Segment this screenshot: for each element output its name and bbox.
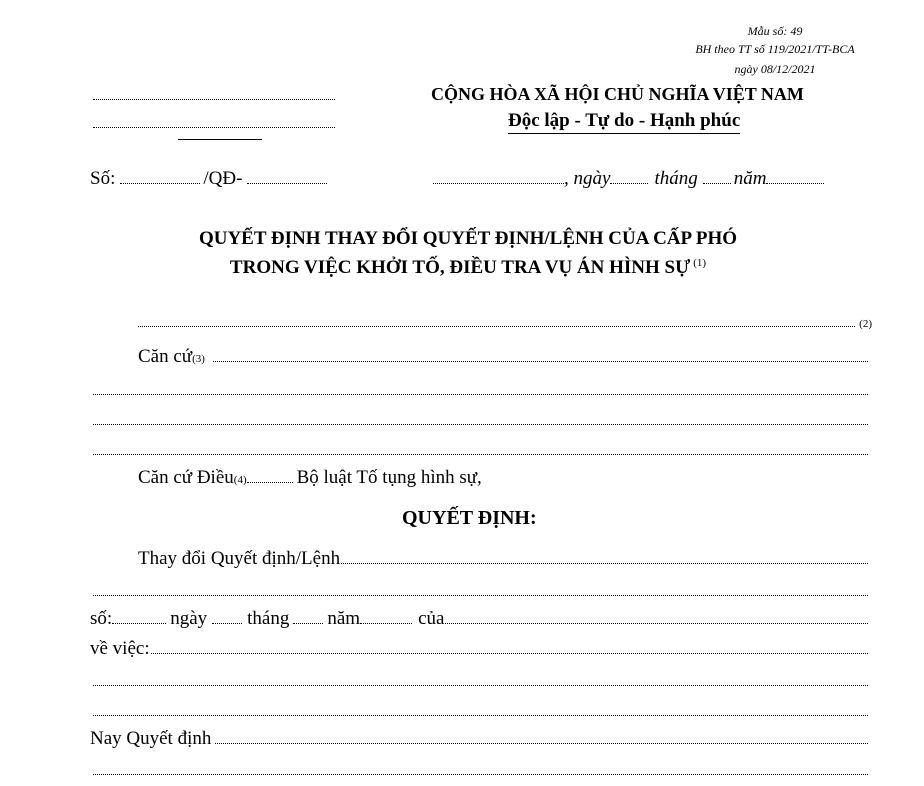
- form-circular: BH theo TT số 119/2021/TT-BCA: [695, 42, 855, 56]
- new-decision-line: [90, 728, 868, 750]
- authority-footnote: (2): [859, 318, 872, 330]
- title-footnote: (1): [693, 257, 707, 269]
- thang-label: tháng: [654, 168, 698, 189]
- reference-line: [90, 168, 350, 190]
- national-motto: Độc lập - Tự do - Hạnh phúc: [508, 110, 740, 134]
- form-number: Mẫu số: 49: [747, 24, 803, 38]
- authority-line: [138, 318, 872, 330]
- orig-number-input[interactable]: [112, 623, 166, 624]
- place-input[interactable]: [433, 183, 564, 184]
- subject-input[interactable]: [151, 653, 868, 654]
- year-input[interactable]: [766, 183, 824, 184]
- document-title-2: [6, 257, 924, 279]
- nam-label-2: năm: [327, 608, 361, 629]
- document-title: [6, 228, 924, 250]
- change-line: [138, 548, 868, 570]
- change-input[interactable]: [341, 563, 868, 564]
- agency-line-1[interactable]: [93, 99, 335, 100]
- orig-day-input[interactable]: [212, 623, 242, 624]
- orig-month-input[interactable]: [293, 623, 323, 624]
- so-label-2: số:: [90, 608, 113, 629]
- orig-issuer-input[interactable]: [445, 623, 868, 624]
- decision-heading: QUYẾT ĐỊNH:: [402, 507, 537, 529]
- agency-underline: [178, 139, 262, 140]
- new-decision-line-2[interactable]: [93, 774, 868, 775]
- ve-viec-label: về việc:: [90, 638, 150, 659]
- so-label: Số:: [90, 168, 116, 189]
- month-input[interactable]: [703, 183, 731, 184]
- so-input[interactable]: [120, 183, 200, 184]
- agency-line-2[interactable]: [93, 127, 335, 128]
- basis-line-3[interactable]: [93, 424, 868, 425]
- title-line-2: TRONG VIỆC KHỞI TỐ, ĐIỀU TRA VỤ ÁN HÌNH SỰ: [229, 257, 691, 278]
- orig-year-input[interactable]: [360, 623, 412, 624]
- nay-quyet-dinh-label: Nay Quyết định: [90, 728, 212, 749]
- qd-suffix-input[interactable]: [247, 183, 327, 184]
- original-decision-line: [90, 608, 868, 630]
- nam-label: năm: [733, 168, 767, 189]
- day-input[interactable]: [610, 183, 648, 184]
- subject-line-3[interactable]: [93, 715, 868, 716]
- subject-line: [90, 638, 868, 660]
- qd-label: /QĐ-: [203, 168, 243, 189]
- basis-line-4[interactable]: [93, 454, 868, 455]
- can-cu-dieu-suffix: Bộ luật Tố tụng hình sự,: [296, 467, 482, 488]
- basis-input[interactable]: [213, 361, 868, 362]
- ngay-label: , ngày: [564, 168, 611, 189]
- date-line: [433, 168, 824, 190]
- subject-line-2[interactable]: [93, 685, 868, 686]
- cua-label: của: [418, 608, 445, 629]
- article-basis-line: Căn cứ Điều (4) Bộ luật Tố tụng hình sự,: [138, 467, 482, 488]
- national-title: CỘNG HÒA XÃ HỘI CHỦ NGHĨA VIỆT NAM: [431, 84, 804, 104]
- basis-line: Căn cứ (3): [138, 346, 868, 368]
- authority-input[interactable]: [138, 326, 855, 327]
- basis-line-2[interactable]: [93, 394, 868, 395]
- can-cu-dieu-label: Căn cứ Điều: [138, 467, 234, 488]
- article-input[interactable]: [247, 482, 293, 483]
- new-decision-input[interactable]: [215, 743, 868, 744]
- change-line-2[interactable]: [93, 595, 868, 596]
- title-line-1: QUYẾT ĐỊNH THAY ĐỔI QUYẾT ĐỊNH/LỆNH CỦA CẤP PHÓ: [198, 228, 738, 249]
- can-cu-label: Căn cứ: [138, 346, 193, 367]
- form-number-block: [660, 22, 890, 79]
- change-label: Thay đổi Quyết định/Lệnh: [138, 548, 341, 569]
- thang-label-2: tháng: [247, 608, 290, 629]
- form-date: ngày 08/12/2021: [734, 62, 816, 76]
- ngay-label-2: ngày: [170, 608, 208, 629]
